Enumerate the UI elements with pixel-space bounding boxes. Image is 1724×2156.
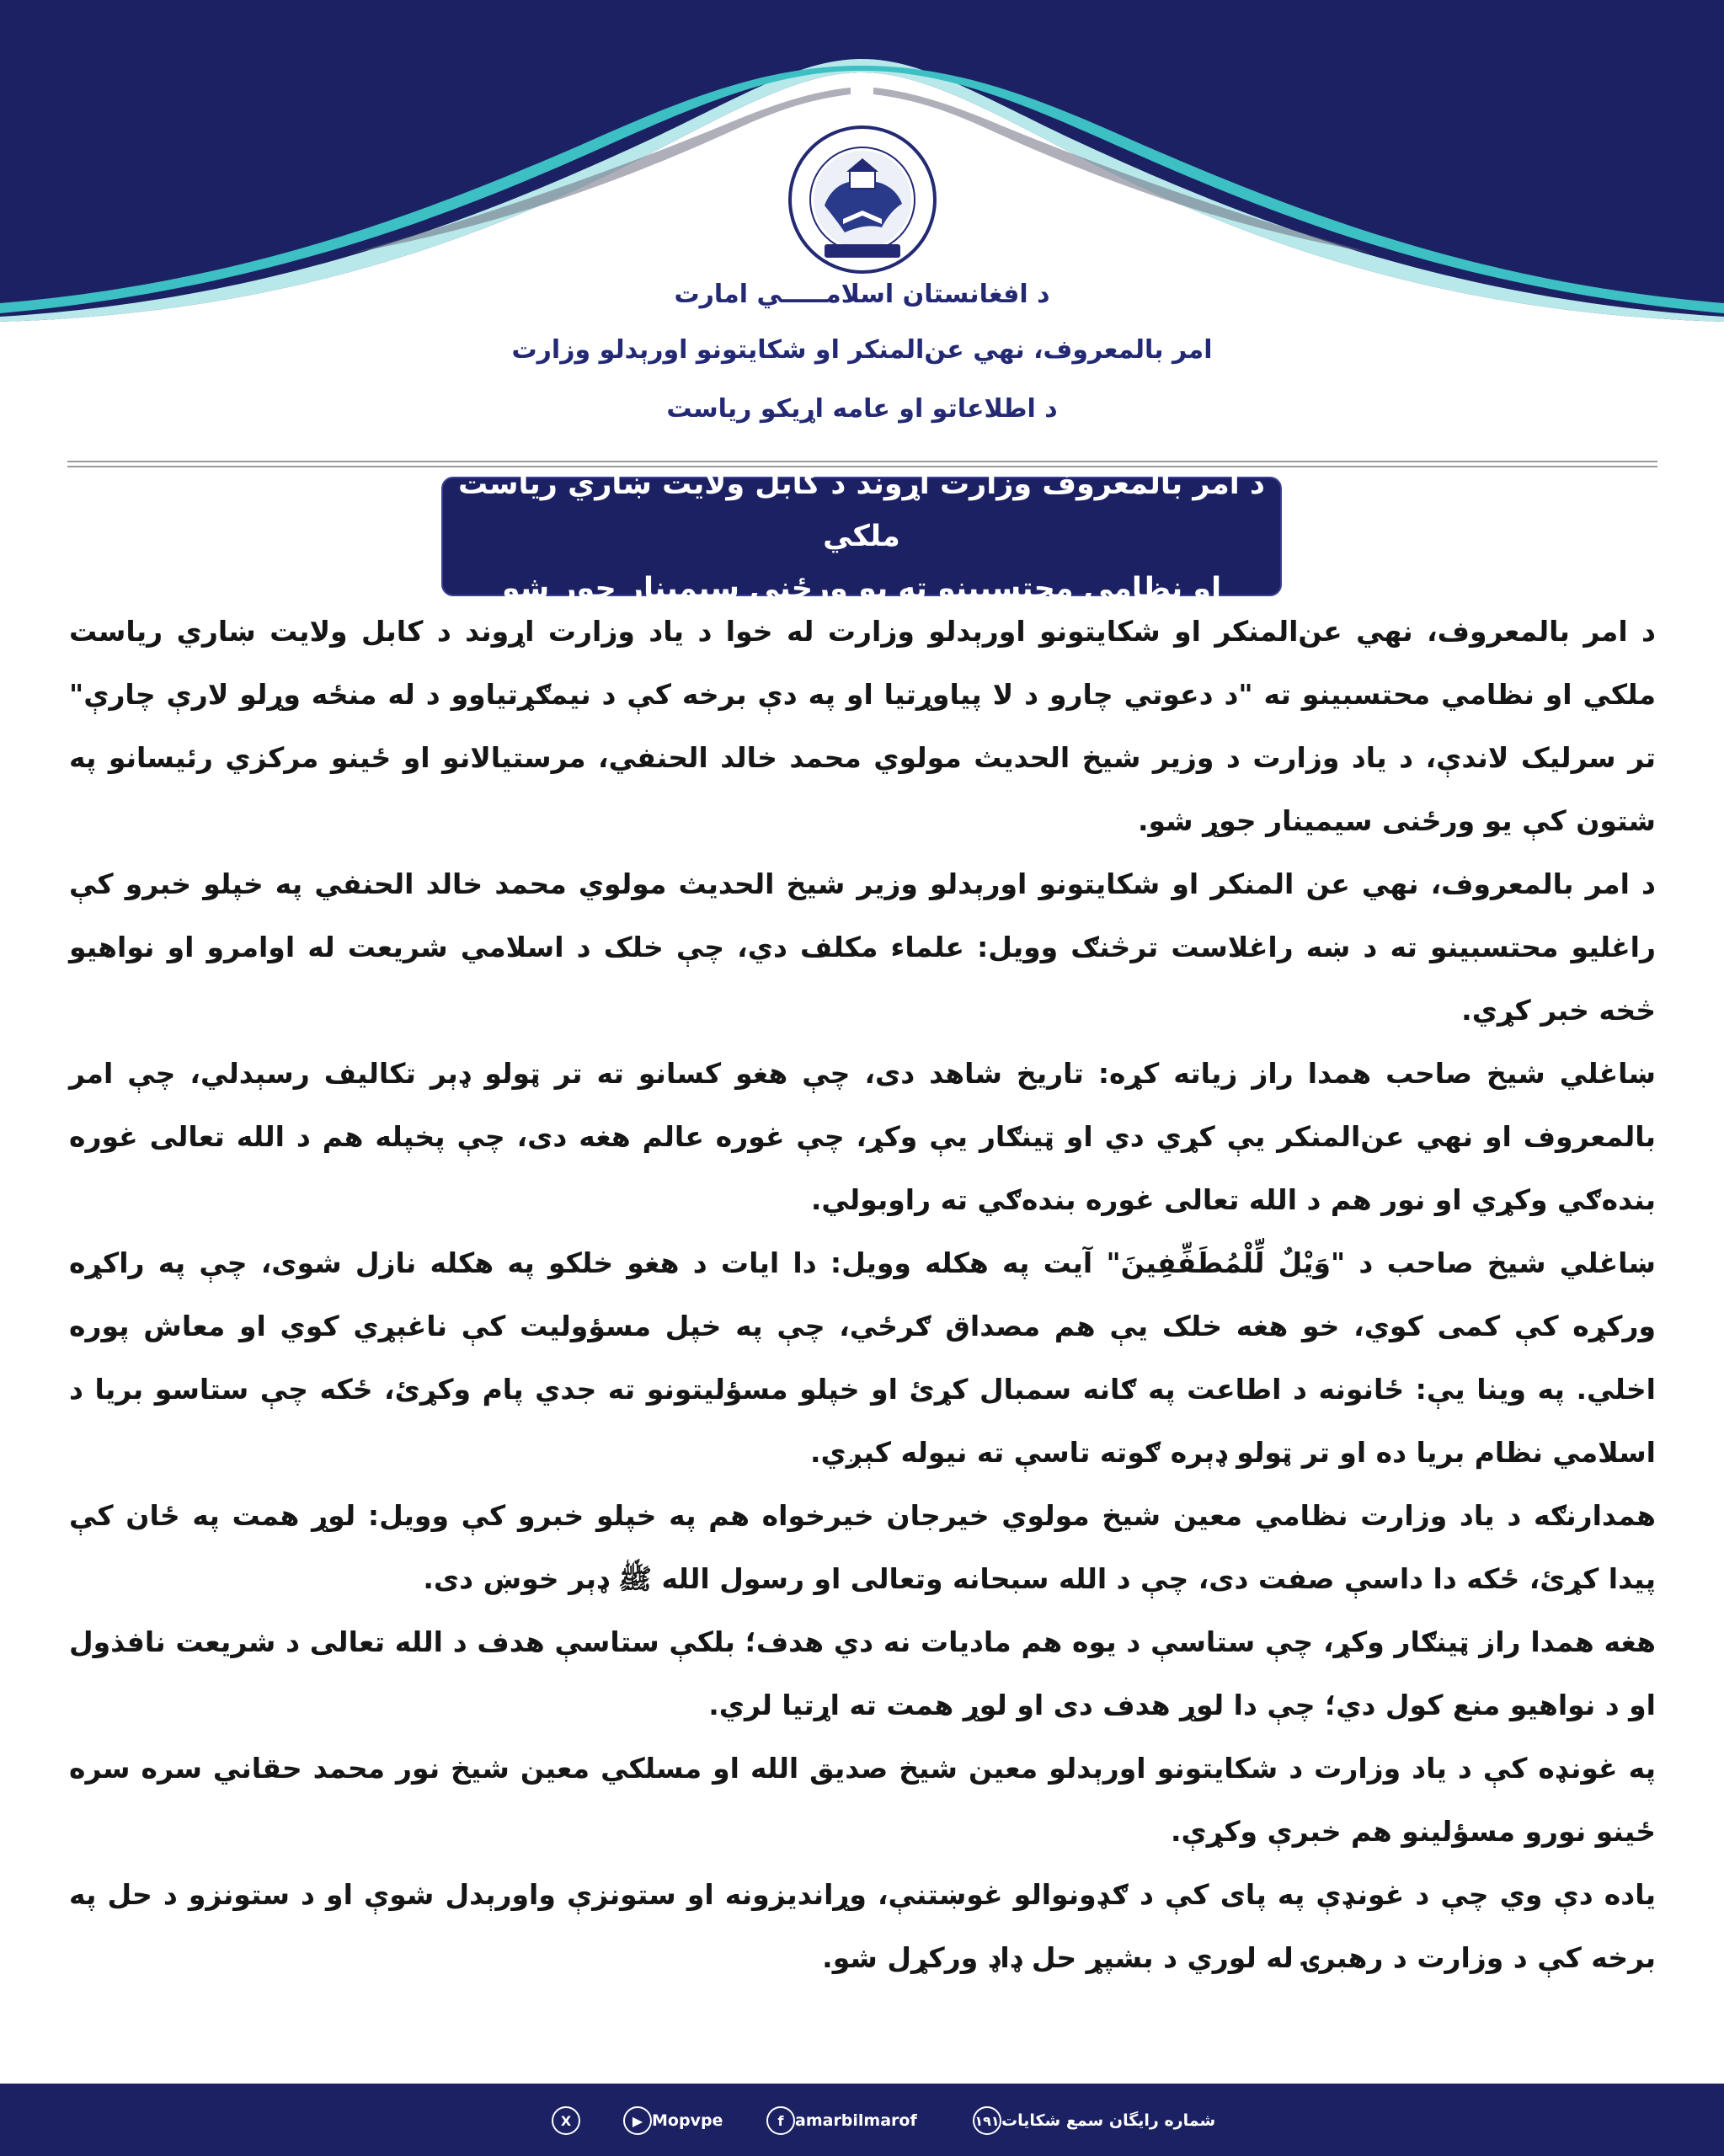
facebook-handle: amarbilmarof bbox=[795, 2111, 917, 2130]
footer-bar bbox=[0, 2084, 1724, 2156]
youtube-link[interactable] bbox=[615, 2105, 723, 2136]
hotline-number: ۱۹۱ bbox=[974, 2112, 1000, 2129]
youtube-icon: ▶ bbox=[623, 2106, 652, 2135]
header-emirate-name: د افغانستان اسلامـــــي امارت bbox=[674, 280, 1050, 309]
news-title-line-2: او نظامي محتسبینو ته یو ورځنی سیمینار جوړ شو bbox=[501, 572, 1222, 606]
facebook-icon: f bbox=[766, 2106, 795, 2135]
x-icon: X bbox=[552, 2106, 580, 2135]
hotline-info bbox=[964, 2105, 1215, 2136]
paragraph: یاده دې وي چې د غونډې په پای کې د ګډونوالو غوښتنې، وړاندیزونه او ستونزې واورېدل شوې او د ستونزو د حل په برخه کې د وزارت د رهبرۍ له لوري د بشپړ حل ډاډ ورکړل شو. bbox=[69, 1878, 1656, 1974]
paragraph: د امر بالمعروف، نهي عن‌المنکر او شکایتونو اورېدلو وزارت له خوا د یاد وزارت اړوند د کابل ولایت ښاري ریاست ملکي او نظامي محتسبینو ته "د دعوتي چارو د لا پیاوړتیا او په دې برخه کې د نیمګړتیاوو د له منځه وړلو لارې چارې" تر سرلیک لاندې، د یاد وزارت د وزیر شیخ الحدیث مولوي محمد خالد الحنفي، مرستیالانو او ځینو مرکزي رئیسانو په شتون کې یو ورځنی سیمینار جوړ شو. bbox=[69, 615, 1656, 837]
hotline-label: شماره رایگان سمع شکایات bbox=[1001, 2111, 1216, 2130]
x-link[interactable] bbox=[552, 2105, 580, 2136]
phone-badge-icon bbox=[973, 2106, 1001, 2135]
paragraph: هغه همدا راز ټینګار وکړ، چې ستاسې د یوه هم مادیات نه دي هدف؛ بلکې ستاسې هدف د الله تعالی د شریعت نافذول او د نواهیو منع کول دي؛ چې دا لوړ هدف دی او لوړ همت ته اړتیا لري. bbox=[69, 1625, 1656, 1721]
news-title-line-1: د امر بالمعروف وزارت اړوند د کابل ولایت ښاري ریاست ملکي bbox=[458, 467, 1265, 553]
ministry-emblem-logo bbox=[782, 120, 942, 280]
facebook-link[interactable] bbox=[758, 2105, 917, 2136]
news-title-box bbox=[441, 467, 1282, 606]
paragraph: همدارنګه د یاد وزارت نظامي معین شیخ مولوي خیرجان خیرخواه هم په خپلو خبرو کې وویل: لوړ همت په ځان کې پیدا کړئ، ځکه دا داسې صفت دی، چې د الله سبحانه وتعالی او رسول الله ﷺ ډېر خوښ دی. bbox=[69, 1499, 1656, 1595]
article-body bbox=[69, 600, 1656, 1989]
paragraph: ښاغلي شیخ صاحب د "وَيْلٌ لِّلْمُطَفِّفِينَ" آیت په هکله وویل: دا ایات د هغو خلکو په هکله نازل شوی، چې په راکړه ورکړه کې کمی کوي، خو هغه خلک یې هم مصداق ګرځي، چې په خپل مسؤولیت کې ناغېړي کوي او معاش پوره اخلي. په وینا یې: ځانونه د اطاعت په ګانه سمبال کړئ او خپلو مسؤلیتونو ته جدي پام وکړئ، ځکه چې ستاسو بریا د اسلامي نظام بریا ده او تر ټولو ډېره ګوته تاسې ته نیوله کېږي. bbox=[69, 1246, 1656, 1469]
header-ministry-name: امر بالمعروف، نهي عن‌المنکر او شکایتونو اورېدلو وزارت bbox=[511, 335, 1213, 365]
header-directorate-name: د اطلاعاتو او عامه اړیکو ریاست bbox=[666, 394, 1058, 424]
youtube-handle: Mopvpe bbox=[652, 2111, 723, 2130]
paragraph: د امر بالمعروف، نهي عن المنکر او شکایتونو اورېدلو وزیر شیخ الحدیث مولوي محمد خالد الحنفي په خپلو خبرو کې راغلیو محتسبینو ته د ښه راغلاست ترڅنګ وویل: علماء مکلف دي، چې خلک د اسلامي شریعت له اوامرو او نواهیو څخه خبر کړي. bbox=[69, 867, 1656, 1027]
paragraph: ښاغلي شیخ صاحب همدا راز زیاته کړه: تاریخ شاهد دی، چې هغو کسانو ته تر ټولو ډېر تکالیف رسېدلي، چې امر بالمعروف او نهي عن‌المنکر یې کړي دي او ټینګار یې وکړ، چې غوره عالم هغه دی، چې پخپله هم د الله تعالی غوره بنده‌ګي وکړي او نور هم د الله تعالی غوره بنده‌ګي ته راوبولي. bbox=[69, 1057, 1656, 1216]
paragraph: په غونډه کې د یاد وزارت د شکایتونو اورېدلو معین شیخ صدیق الله او مسلکي معین شیخ نور محمد حقاني سره سره ځینو نورو مسؤلینو هم خبرې وکړې. bbox=[69, 1752, 1656, 1848]
